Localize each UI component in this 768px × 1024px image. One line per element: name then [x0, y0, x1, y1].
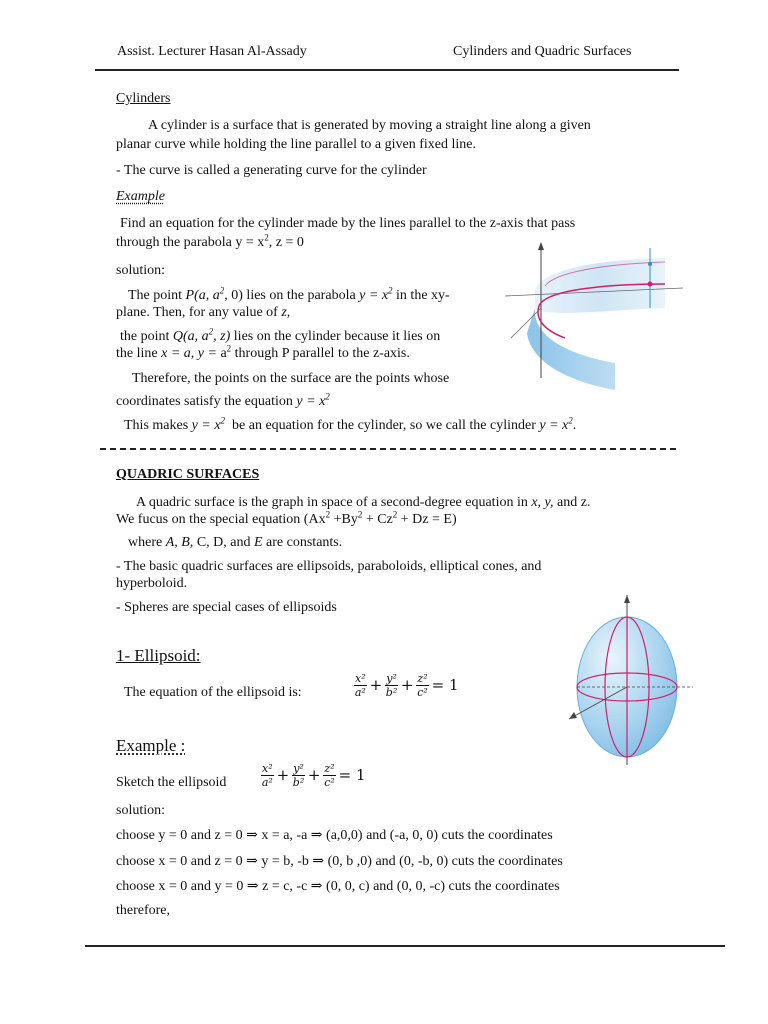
choose-line1: choose y = 0 and z = 0 ⇒ x = a, -a ⇒ (a,0,0) and (-a, 0, 0) cuts the coordinates	[116, 828, 553, 843]
quadric-bullet2: - Spheres are special cases of ellipsoids	[116, 600, 337, 615]
header-rule	[95, 69, 679, 71]
solution-line4: the line x = a, $y = a^2$ through P parallel to the z-axis.	[116, 343, 410, 361]
ellipsoid-heading: 1- Ellipsoid:	[116, 646, 201, 665]
example-line2: through the parabola $y = x^2$, z = 0	[116, 232, 304, 250]
solution-line6: coordinates satisfy the equation $y = x^2$	[116, 391, 330, 409]
ellipsoid-eq-text: The equation of the ellipsoid is:	[124, 685, 302, 700]
therefore-text: therefore,	[116, 903, 171, 918]
ellipsoid-example-label: Example :	[116, 736, 186, 755]
example-label: Example	[116, 189, 165, 204]
ellipsoid-figure	[565, 595, 695, 770]
quadric-line3: where A, B, C, D, and E are constants.	[128, 535, 343, 550]
solution-line1: The point P(a, $a^2$, 0) lies on the parabola $y = x^2$ in the xy-	[128, 285, 450, 303]
sketch-text: Sketch the ellipsoid	[116, 775, 227, 790]
footer-rule	[85, 945, 725, 947]
cylinder-figure	[505, 238, 685, 398]
sketch-equation: $\frac{\text{x²}}{\text{a²}}$ + $\frac{\text{y²}}{\text{b²}}$ + $\frac{\text{z²}}{\text{c²}}$ = 1	[261, 762, 366, 789]
choose-line2: choose x = 0 and z = 0 ⇒ y = b, -b ⇒ (0, b ,0) and (0, -b, 0) cuts the coordinates	[116, 854, 563, 869]
solution-label: solution:	[116, 263, 166, 278]
quadric-heading: QUADRIC SURFACES	[116, 467, 260, 482]
choose-line3: choose x = 0 and y = 0 ⇒ z = c, -c ⇒ (0, 0, c) and (0, 0, -c) cuts the coordinates	[116, 879, 560, 894]
generating-curve-bullet: - The curve is called a generating curve for the cylinder	[116, 163, 427, 178]
ellipsoid-solution-label: solution:	[116, 803, 166, 818]
header-author: Assist. Lecturer Hasan Al-Assady	[117, 44, 307, 59]
header-topic: Cylinders and Quadric Surfaces	[453, 44, 632, 59]
quadric-line2: We fucus on the special equation $(Ax^2 +By^2 + Cz^2 + Dz = E)$	[116, 509, 457, 527]
cylinder-def-line1: A cylinder is a surface that is generated by moving a straight line along a given	[148, 118, 591, 133]
solution-line2: plane. Then, for any value of z,	[116, 305, 291, 320]
ellipsoid-equation: $\frac{\text{x²}}{\text{a²}}$ + $\frac{\text{y²}}{\text{b²}}$ + $\frac{\text{z²}}{\text{c²}}$ = 1	[354, 672, 459, 699]
cylinder-def-line2: planar curve while holding the line parallel to a given fixed line.	[116, 137, 476, 152]
quadric-line1: A quadric surface is the graph in space of a second-degree equation in x, y, and z.	[136, 495, 591, 510]
section-divider	[100, 448, 676, 450]
solution-line5: Therefore, the points on the surface are the points whose	[132, 371, 450, 386]
example-line1: Find an equation for the cylinder made by the lines parallel to the z-axis that pass	[120, 216, 576, 231]
quadric-bullet1: - The basic quadric surfaces are ellipsoids, paraboloids, elliptical cones, and	[116, 559, 542, 574]
solution-line7: This makes $y = x^2$ be an equation for the cylinder, so we call the cylinder $y = x^2$.	[124, 415, 577, 433]
cylinders-heading: Cylinders	[116, 91, 171, 106]
solution-line3: the point Q(a, $a^2$, z) lies on the cylinder because it lies on	[120, 326, 441, 344]
quadric-bullet1-cont: hyperboloid.	[116, 576, 188, 591]
